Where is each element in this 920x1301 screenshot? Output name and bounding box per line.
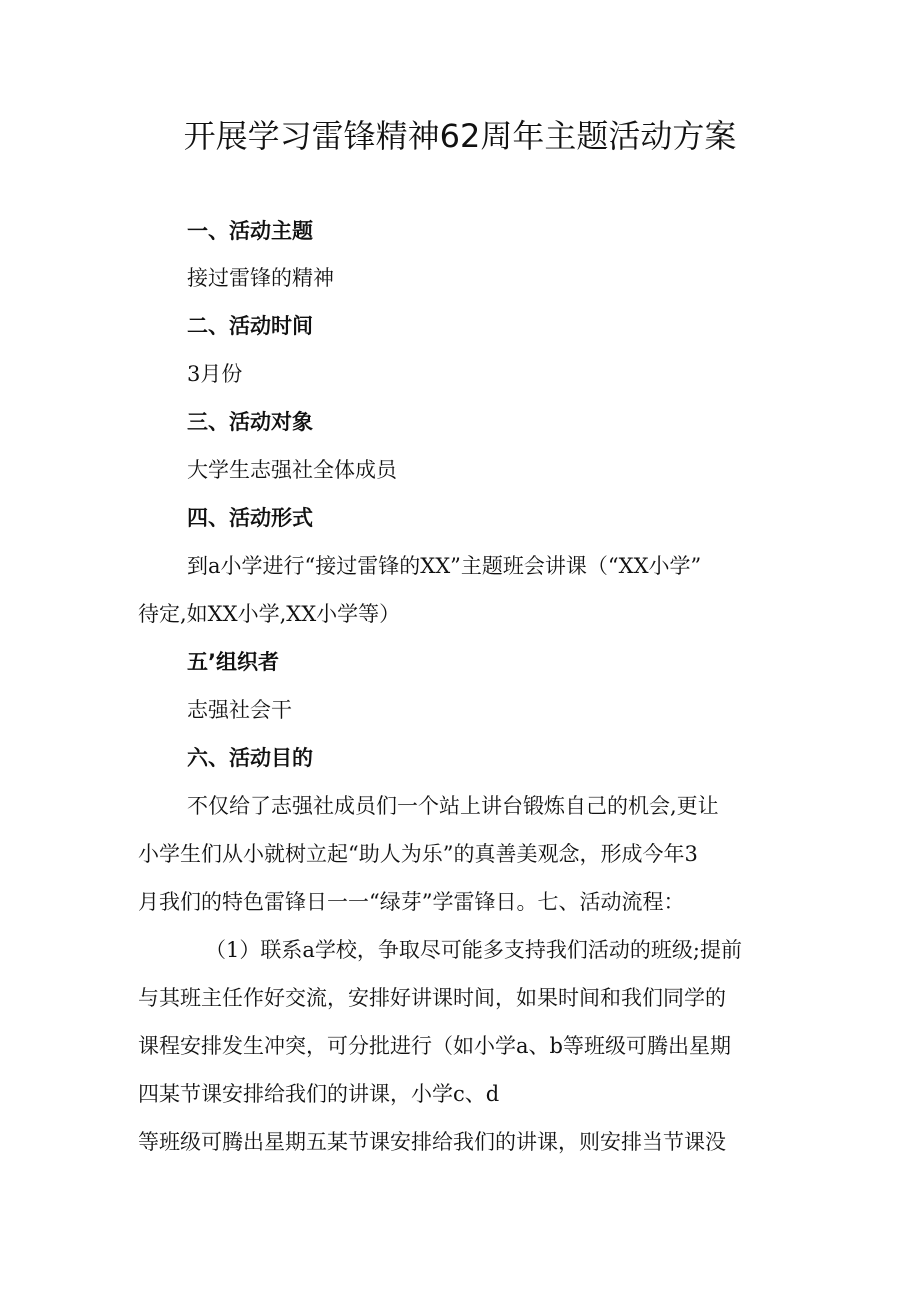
section-heading-format: 四、活动形式 [187, 506, 313, 530]
section-heading-time: 二、活动时间 [187, 314, 313, 338]
section-heading-theme: 一、活动主题 [187, 219, 313, 243]
section-heading-audience: 三、活动对象 [187, 410, 313, 434]
section-heading-purpose: 六、活动目的 [187, 746, 313, 770]
process-line-4: 四某节课安排给我们的讲课，小学c、d [138, 1082, 500, 1106]
section-body-purpose-line-2: 小学生们从小就树立起“助人为乐”的真善美观念，形成今年3 [138, 842, 698, 866]
section-body-format-line-1: 到a小学进行“接过雷锋的XX”主题班会讲课（“XX小学” [187, 554, 702, 578]
process-line-2: 与其班主任作好交流，安排好讲课时间，如果时间和我们同学的 [138, 986, 726, 1010]
section-body-time: 3月份 [187, 362, 243, 386]
process-line-5: 等班级可腾出星期五某节课安排给我们的讲课，则安排当节课没 [138, 1130, 726, 1154]
section-body-theme: 接过雷锋的精神 [187, 266, 334, 290]
section-body-format-line-2: 待定,如XX小学,XX小学等） [138, 602, 401, 626]
section-body-audience: 大学生志强社全体成员 [187, 458, 397, 482]
document-title: 开展学习雷锋精神62周年主题活动方案 [183, 117, 737, 155]
section-body-purpose-line-1: 不仅给了志强社成员们一个站上讲台锻炼自己的机会,更让 [187, 794, 719, 818]
section-heading-organizer: 五’组织者 [187, 650, 279, 674]
section-body-purpose-line-3: 月我们的特色雷锋日一一“绿芽”学雷锋日。七、活动流程： [138, 890, 685, 914]
section-body-organizer: 志强社会干 [187, 698, 292, 722]
process-line-3: 课程安排发生冲突，可分批进行（如小学a、b等班级可腾出星期 [138, 1034, 731, 1058]
process-line-1: （1）联系a学校，争取尽可能多支持我们活动的班级;提前 [205, 938, 742, 962]
